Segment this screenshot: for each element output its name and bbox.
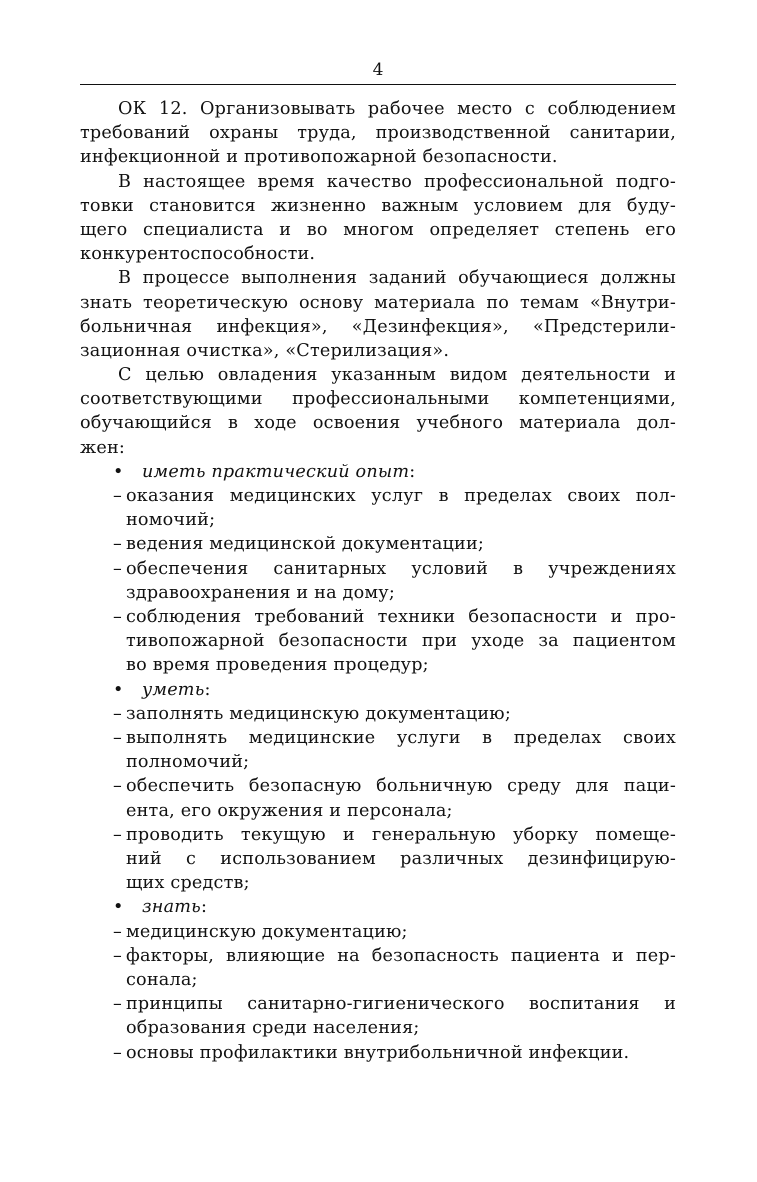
list-item-continuation: ний с использованием различных дезинфицирую-	[126, 849, 676, 870]
dash-icon: –	[113, 824, 122, 845]
list-item: – проводить текущую и генеральную уборку помещe-	[80, 823, 676, 847]
dash-icon: –	[113, 534, 122, 555]
section-heading	[80, 678, 676, 702]
list-item: – выполнять медицинские услуги в пределах своих	[80, 726, 676, 750]
section-heading	[80, 460, 676, 484]
list-item: – обеспечения санитарных условий в учреждениях	[80, 557, 676, 581]
paragraph-line: требований охраны труда, производственной санитарии,	[80, 123, 676, 144]
list-item-continuation: сонала;	[126, 970, 198, 990]
dash-icon: –	[113, 994, 122, 1015]
bullet-icon: •	[113, 679, 124, 700]
paragraph	[80, 97, 676, 170]
paragraph-line: В настоящее время качество профессиональной подго-	[118, 171, 676, 192]
list-item-continuation: щих средств;	[126, 873, 250, 894]
paragraph-line: больничная инфекция», «Дезинфекция», «Предстерили-	[80, 316, 676, 337]
list-item-continuation: здравоохранения и на дому;	[126, 582, 395, 603]
section-knowledge	[80, 895, 676, 1064]
paragraph	[80, 170, 676, 267]
list-item: – факторы, влияющие на безопасность пациента и пер-	[80, 944, 676, 968]
section-heading-colon: :	[204, 679, 211, 700]
header-rule	[80, 84, 676, 85]
dash-icon: –	[113, 703, 122, 724]
list-item-continuation: образования среди населения;	[126, 1018, 420, 1039]
paragraph-line: щего специалиста и во многом определяет степень его	[80, 219, 676, 240]
paragraph-line: зационная очистка», «Стерилизация».	[80, 340, 450, 361]
section-heading-text: знать	[142, 897, 201, 918]
list-item-continuation: во время проведения процедур;	[126, 655, 429, 676]
paragraph-line: знать теоретическую основу материала по темам «Внутри-	[80, 292, 676, 313]
page-number: 4	[372, 60, 384, 80]
paragraph-line: С целью овладения указанным видом деятельности и	[118, 365, 676, 386]
paragraph-line: ОК 12. Организовывать рабочее место с соблюдением	[118, 99, 676, 119]
list-item: – соблюдения требований техники безопасности и про-	[80, 605, 676, 629]
list-item: – ведения медицинской документации;	[80, 532, 676, 556]
bullet-icon: •	[113, 461, 124, 482]
paragraph-line: В процессе выполнения заданий обучающиеся должны	[118, 268, 676, 289]
list-item: – основы профилактики внутрибольничной инфекции.	[80, 1041, 676, 1065]
section-heading	[80, 895, 676, 919]
dash-icon: –	[113, 558, 122, 579]
paragraph	[80, 363, 676, 460]
dash-icon: –	[113, 728, 122, 749]
page-body	[80, 97, 676, 1065]
list-item: – принципы санитарно-гигиенического воспитания и	[80, 992, 676, 1016]
paragraph-line: инфекционной и противопожарной безопасности.	[80, 147, 558, 168]
dash-icon: –	[113, 921, 122, 942]
dash-icon: –	[113, 776, 122, 797]
list-item-continuation: номочий;	[126, 510, 216, 531]
list-item-continuation: ента, его окружения и персонала;	[126, 800, 453, 821]
bullet-icon: •	[113, 897, 124, 918]
section-skills	[80, 678, 676, 896]
list-item-continuation: полномочий;	[126, 752, 250, 773]
list-item: – заполнять медицинскую документацию;	[80, 702, 676, 726]
paragraph-line: обучающийся в ходе освоения учебного материала дол-	[80, 413, 676, 434]
dash-icon: –	[113, 486, 122, 507]
dash-icon: –	[113, 945, 122, 966]
list-item: – обеспечить безопасную больничную среду для паци-	[80, 774, 676, 798]
list-item-continuation: тивопожарной безопасности при уходе за пациентом	[126, 631, 676, 652]
paragraph-line: соответствующими профессиональными компетенциями,	[80, 389, 676, 410]
paragraph-line: конкурентоспособности.	[80, 244, 316, 265]
section-experience	[80, 460, 676, 678]
section-heading-text: уметь	[142, 679, 205, 700]
document-page	[80, 58, 676, 1065]
paragraph	[80, 266, 676, 363]
paragraph-line: жен:	[80, 437, 126, 458]
section-heading-colon: :	[200, 897, 208, 918]
dash-icon: –	[113, 607, 122, 628]
dash-icon: –	[113, 1042, 122, 1063]
list-item: – оказания медицинских услуг в пределах своих пол-	[80, 484, 676, 508]
list-item: – медицинскую документацию;	[80, 920, 676, 944]
paragraph-line: товки становится жизненно важным условием для буду-	[80, 195, 676, 216]
section-heading-text: иметь практический опыт	[142, 461, 410, 482]
section-heading-colon: :	[409, 461, 416, 482]
